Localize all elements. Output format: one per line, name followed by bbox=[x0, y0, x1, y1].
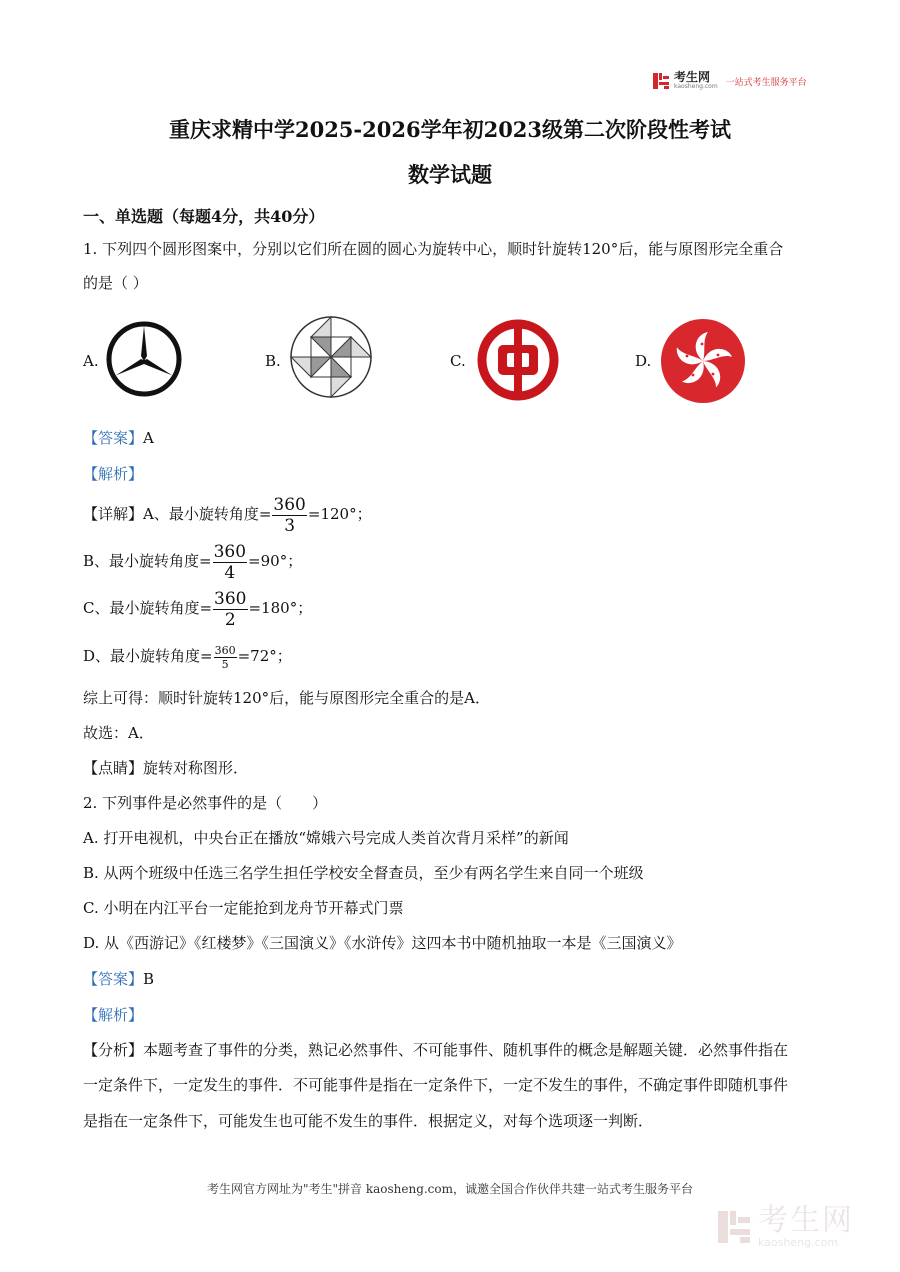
q1-answer-value: A bbox=[143, 429, 154, 447]
q1-stem-line1: 1. 下列四个圆形图案中，分别以它们所在圆的圆心为旋转中心，顺时针旋转120°后，能与原图形完全重合 bbox=[83, 240, 784, 258]
q2-answer-value: B bbox=[143, 970, 155, 988]
watermark-text bbox=[758, 1205, 854, 1249]
q1-detail-a bbox=[83, 493, 372, 536]
q1-stem-line2: 的是（ ） bbox=[83, 274, 148, 292]
q1-option-c-label: C. bbox=[450, 352, 466, 370]
q1-analysis-tag: 【解析】 bbox=[83, 465, 144, 483]
q1-detail-b-prefix: B、最小旋转角度= bbox=[83, 552, 212, 570]
page-footer: 考生网官方网址为"考生"拼音 kaosheng.com，诚邀全国合作伙伴共建一站式考生服务平台 bbox=[206, 1182, 694, 1196]
q2-stem: 2. 下列事件是必然事件的是（ ） bbox=[83, 794, 328, 812]
fraction-denominator: 2 bbox=[224, 609, 236, 630]
page-subtitle: 数学试题 bbox=[408, 162, 492, 187]
fraction-denominator: 3 bbox=[284, 515, 296, 536]
section-heading: 一、单选题（每题4分，共40分） bbox=[83, 207, 325, 226]
fraction-denominator: 4 bbox=[224, 562, 236, 583]
logo-name-cn: 考生网 bbox=[674, 70, 711, 84]
q1-detail-d-fraction bbox=[214, 644, 237, 671]
q1-detail-c bbox=[83, 587, 312, 630]
q1-answer-tag: 【答案】 bbox=[83, 429, 144, 447]
q1-option-a-label: A. bbox=[83, 352, 99, 370]
q1-detail-c-prefix: C、最小旋转角度= bbox=[83, 599, 213, 617]
q1-comment-tag: 【点睛】 bbox=[83, 759, 144, 777]
q1-detail-a-fraction bbox=[272, 495, 306, 536]
mercedes-star-logo-icon bbox=[103, 318, 185, 400]
watermark-name-cn: 考生网 bbox=[758, 1203, 854, 1238]
q1-detail-d bbox=[83, 641, 292, 671]
q1-option-d-label: D. bbox=[635, 352, 652, 370]
q2-option-b: B. 从两个班级中任选三名学生担任学校安全督查员，至少有两名学生来自同一个班级 bbox=[83, 864, 644, 882]
q2-answer bbox=[83, 969, 154, 989]
bauhinia-flag-icon bbox=[660, 318, 746, 404]
q1-summary: 综上可得：顺时针旋转120°后，能与原图形完全重合的是A． bbox=[83, 689, 490, 707]
logo-name-en: kaosheng.com bbox=[674, 83, 718, 90]
q1-comment bbox=[83, 758, 248, 778]
q1-detail-a-suffix: =120°； bbox=[307, 505, 372, 523]
q1-answer bbox=[83, 428, 154, 448]
q2-analysis-line3: 是指在一定条件下，可能发生也可能不发生的事件．根据定义，对每个选项逐一判断． bbox=[83, 1112, 654, 1130]
bank-of-china-logo-icon bbox=[476, 318, 560, 402]
page-title: 重庆求精中学2025-2026学年初2023级第二次阶段性考试 bbox=[168, 117, 732, 142]
fraction-numerator: 360 bbox=[214, 588, 247, 609]
q1-detail-d-prefix: D、最小旋转角度= bbox=[83, 647, 213, 665]
q1-detail-c-fraction bbox=[213, 589, 247, 630]
q1-detail-d-suffix: =72°； bbox=[237, 647, 292, 665]
fraction-denominator: 5 bbox=[221, 657, 229, 671]
q1-choose: 故选：A． bbox=[83, 724, 154, 742]
watermark-logo-icon bbox=[716, 1209, 752, 1245]
q1-detail-c-suffix: =180°； bbox=[248, 599, 313, 617]
q2-analysis-tag: 【解析】 bbox=[83, 1006, 144, 1024]
q2-analysis-line2: 一定条件下，一定发生的事件．不可能事件是指在一定条件下，一定不发生的事件，不确定事件即随机事件 bbox=[83, 1076, 789, 1094]
logo-text bbox=[674, 72, 718, 90]
fraction-numerator: 360 bbox=[214, 643, 236, 657]
watermark bbox=[716, 1205, 854, 1249]
q2-option-a: A. 打开电视机，中央台正在播放“嫦娥六号完成人类首次背月采样”的新闻 bbox=[83, 829, 569, 847]
kaosheng-logo-icon bbox=[652, 72, 670, 90]
q2-analysis-head: 【分析】 bbox=[83, 1041, 144, 1059]
watermark-name-en: kaosheng.com bbox=[758, 1236, 839, 1249]
q2-answer-tag: 【答案】 bbox=[83, 970, 144, 988]
q1-option-b-label: B. bbox=[265, 352, 281, 370]
q2-option-d: D. 从《西游记》《红楼梦》《三国演义》《水浒传》这四本书中随机抽取一本是《三国演义》 bbox=[83, 934, 682, 952]
fraction-numerator: 360 bbox=[213, 541, 247, 562]
pinwheel-pattern-icon bbox=[285, 312, 377, 402]
q1-detail-b bbox=[83, 540, 302, 583]
q2-analysis-text1: 本题考查了事件的分类，熟记必然事件、不可能事件、随机事件的概念是解题关键．必然事件指在 bbox=[143, 1041, 789, 1059]
q2-analysis-line1 bbox=[83, 1040, 788, 1060]
header-logo[interactable] bbox=[652, 72, 807, 90]
q1-detail-b-fraction bbox=[213, 542, 247, 583]
q2-option-c: C. 小明在内江平台一定能抢到龙舟节开幕式门票 bbox=[83, 899, 404, 917]
fraction-numerator: 360 bbox=[273, 494, 306, 515]
q1-comment-text: 旋转对称图形． bbox=[143, 759, 249, 777]
q1-detail-b-suffix: =90°； bbox=[248, 552, 303, 570]
logo-slogan: 一站式考生服务平台 bbox=[725, 77, 807, 88]
q1-detail-tag: 【详解】 bbox=[83, 505, 144, 523]
q1-detail-a-prefix: A、最小旋转角度= bbox=[143, 505, 272, 523]
